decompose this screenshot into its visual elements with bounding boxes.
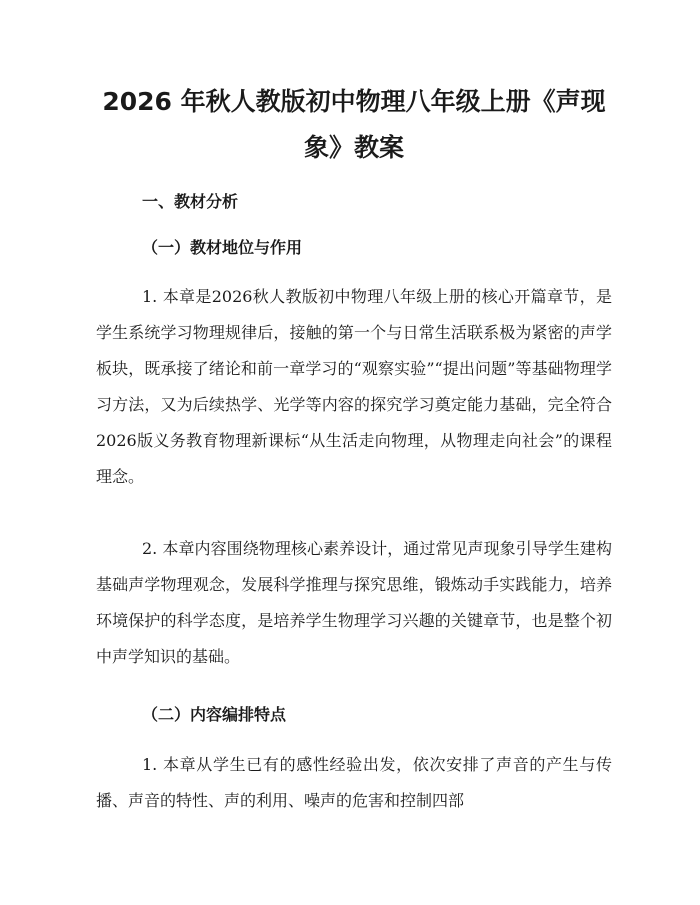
document-title-line-1: 2026 年秋人教版初中物理八年级上册《声现 [102,87,606,116]
paragraph-1: 1. 本章是2026秋人教版初中物理八年级上册的核心开篇章节，是学生系统学习物理规律后，接触的第一个与日常生活联系极为紧密的声学板块，既承接了绪论和前一章学习的“观察实验”“提出问题”等基础物理学习方法，又为后续热学、光学等内容的探究学习奠定能力基础，完全符合2026版义务教育物理新课标“从生活走向物理，从物理走向社会”的课程理念。 [96,287,612,486]
section-heading-textbook-analysis: 一、教材分析 [142,192,239,211]
subheading-content-arrangement: （二）内容编排特点 [142,705,287,724]
paragraph-2: 2. 本章内容围绕物理核心素养设计，通过常见声现象引导学生建构基础声学物理观念，发展科学推理与探究思维，锻炼动手实践能力，培养环境保护的科学态度，是培养学生物理学习兴趣的关键章节，也是整个初中声学知识的基础。 [96,539,612,666]
paragraph-3: 1. 本章从学生已有的感性经验出发，依次安排了声音的产生与传播、声音的特性、声的利用、噪声的危害和控制四部 [96,755,612,810]
document-title-line-2: 象》教案 [303,133,404,162]
subheading-status-and-role: （一）教材地位与作用 [142,238,303,257]
